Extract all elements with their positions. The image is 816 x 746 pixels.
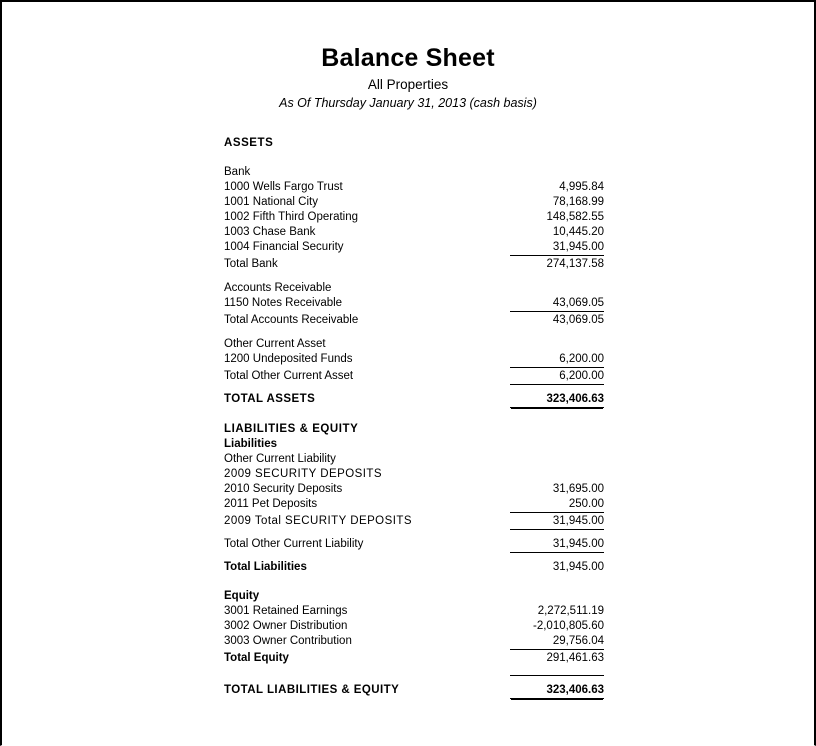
other-current-asset-heading-amount bbox=[510, 337, 604, 352]
subtotal-row bbox=[224, 311, 604, 328]
spacer bbox=[224, 575, 604, 589]
report-subtitle: All Properties bbox=[367, 77, 449, 92]
spacer bbox=[224, 666, 604, 676]
table-row bbox=[224, 352, 604, 368]
assets-heading-amount bbox=[510, 136, 604, 151]
total-assets-amount: 323,406.63 bbox=[510, 391, 604, 408]
balance-sheet-table bbox=[224, 136, 604, 699]
subtotal-row bbox=[224, 512, 604, 529]
equity-heading-amount bbox=[510, 589, 604, 604]
account-label: 2011 Pet Deposits bbox=[224, 498, 318, 511]
spacer-cell bbox=[224, 328, 510, 337]
liabilities-equity-heading: LIABILITIES & EQUITY bbox=[224, 422, 359, 435]
accounts-receivable-heading-row bbox=[224, 281, 604, 296]
subtotal-row bbox=[224, 536, 604, 553]
spacer-cell bbox=[224, 407, 510, 422]
spacer-cell bbox=[510, 328, 604, 337]
table-row bbox=[224, 634, 604, 650]
spacer bbox=[224, 328, 604, 337]
subtotal-row bbox=[224, 367, 604, 384]
account-amount: 250.00 bbox=[510, 497, 604, 513]
subtotal-amount: 31,945.00 bbox=[510, 512, 604, 529]
liabilities-heading-amount bbox=[510, 437, 604, 452]
report-header bbox=[2, 2, 814, 111]
equity-heading: Equity bbox=[224, 589, 260, 602]
spacer-cell bbox=[224, 272, 510, 281]
subtotal-amount: 6,200.00 bbox=[510, 367, 604, 384]
subtotal-amount: 43,069.05 bbox=[552, 313, 604, 326]
account-label: 3001 Retained Earnings bbox=[224, 604, 348, 617]
account-amount: 148,582.55 bbox=[546, 210, 604, 223]
spacer-cell bbox=[224, 666, 510, 676]
page-title: Balance Sheet bbox=[321, 44, 495, 72]
account-amount: 2,272,511.19 bbox=[537, 604, 604, 617]
total-assets-label: TOTAL ASSETS bbox=[224, 393, 316, 406]
assets-heading-row bbox=[224, 136, 604, 151]
total-equity-row bbox=[224, 649, 604, 666]
accounts-receivable-heading-amount bbox=[510, 281, 604, 296]
spacer-cell bbox=[510, 575, 604, 589]
subtotal-amount: 31,945.00 bbox=[510, 536, 604, 553]
liabilities-heading-row bbox=[224, 437, 604, 452]
other-current-asset-heading: Other Current Asset bbox=[224, 337, 326, 350]
spacer bbox=[224, 151, 604, 165]
spacer-cell bbox=[510, 272, 604, 281]
table-row bbox=[224, 240, 604, 256]
total-liabilities-row bbox=[224, 559, 604, 575]
account-amount: -2,010,805.60 bbox=[533, 619, 604, 632]
account-amount: 10,445.20 bbox=[552, 225, 604, 238]
subtotal-label: 2009 Total SECURITY DEPOSITS bbox=[224, 515, 412, 528]
account-label: 1002 Fifth Third Operating bbox=[224, 210, 359, 223]
security-deposits-heading-row bbox=[224, 467, 604, 482]
liabilities-heading: Liabilities bbox=[224, 437, 278, 450]
spacer-cell bbox=[510, 151, 604, 165]
spacer bbox=[224, 272, 604, 281]
account-amount: 6,200.00 bbox=[510, 352, 604, 368]
liabilities-equity-heading-amount bbox=[510, 422, 604, 437]
security-deposits-heading-amount bbox=[510, 467, 604, 482]
total-liabilities-label: Total Liabilities bbox=[224, 560, 307, 573]
account-label: 1003 Chase Bank bbox=[224, 225, 316, 238]
total-equity-label: Total Equity bbox=[224, 651, 289, 664]
statement-body bbox=[2, 136, 814, 699]
total-assets-row bbox=[224, 391, 604, 408]
account-amount: 4,995.84 bbox=[559, 180, 604, 193]
total-liabilities-equity-row bbox=[224, 682, 604, 699]
account-amount: 43,069.05 bbox=[510, 296, 604, 312]
table-row bbox=[224, 604, 604, 619]
account-label: 1000 Wells Fargo Trust bbox=[224, 180, 343, 193]
spacer bbox=[224, 407, 604, 422]
spacer-cell bbox=[224, 151, 510, 165]
spacer-cell bbox=[510, 666, 604, 676]
account-label: 3002 Owner Distribution bbox=[224, 619, 348, 632]
spacer-cell bbox=[510, 407, 604, 422]
other-current-liability-heading-row bbox=[224, 452, 604, 467]
account-label: 3003 Owner Contribution bbox=[224, 635, 352, 648]
table-row bbox=[224, 180, 604, 195]
subtotal-label: Total Bank bbox=[224, 257, 278, 270]
spacer-cell bbox=[224, 575, 510, 589]
equity-heading-row bbox=[224, 589, 604, 604]
account-label: 1200 Undeposited Funds bbox=[224, 353, 353, 366]
accounts-receivable-heading: Accounts Receivable bbox=[224, 281, 332, 294]
table-row bbox=[224, 482, 604, 497]
table-row bbox=[224, 296, 604, 312]
table-row bbox=[224, 619, 604, 634]
total-liabilities-equity-amount: 323,406.63 bbox=[510, 682, 604, 699]
account-label: 1150 Notes Receivable bbox=[224, 297, 343, 310]
subtotal-label: Total Other Current Liability bbox=[224, 538, 364, 551]
table-row bbox=[224, 225, 604, 240]
liabilities-equity-heading-row bbox=[224, 422, 604, 437]
account-amount: 31,945.00 bbox=[510, 240, 604, 256]
account-label: 1004 Financial Security bbox=[224, 241, 344, 254]
account-amount: 78,168.99 bbox=[552, 195, 604, 208]
subtotal-label: Total Accounts Receivable bbox=[224, 313, 359, 326]
report-period: As Of Thursday January 31, 2013 (cash basis) bbox=[279, 95, 537, 110]
account-label: 1001 National City bbox=[224, 195, 318, 208]
other-current-asset-heading-row bbox=[224, 337, 604, 352]
total-equity-amount: 291,461.63 bbox=[546, 651, 604, 664]
total-liabilities-equity-label: TOTAL LIABILITIES & EQUITY bbox=[224, 684, 400, 697]
subtotal-row bbox=[224, 255, 604, 272]
table-row bbox=[224, 195, 604, 210]
subtotal-label: Total Other Current Asset bbox=[224, 370, 354, 383]
subtotal-amount: 274,137.58 bbox=[546, 257, 604, 270]
account-label: 2010 Security Deposits bbox=[224, 482, 343, 495]
account-amount: 29,756.04 bbox=[510, 634, 604, 650]
other-current-liability-heading: Other Current Liability bbox=[224, 452, 336, 465]
account-amount: 31,695.00 bbox=[552, 482, 604, 495]
bank-heading: Bank bbox=[224, 165, 251, 178]
bank-heading-amount bbox=[510, 165, 604, 180]
table-row bbox=[224, 497, 604, 513]
table-row bbox=[224, 210, 604, 225]
other-current-liability-heading-amount bbox=[510, 452, 604, 467]
assets-heading: ASSETS bbox=[224, 136, 274, 149]
total-liabilities-amount: 31,945.00 bbox=[552, 560, 604, 573]
bank-heading-row bbox=[224, 165, 604, 180]
security-deposits-heading: 2009 SECURITY DEPOSITS bbox=[224, 467, 382, 480]
